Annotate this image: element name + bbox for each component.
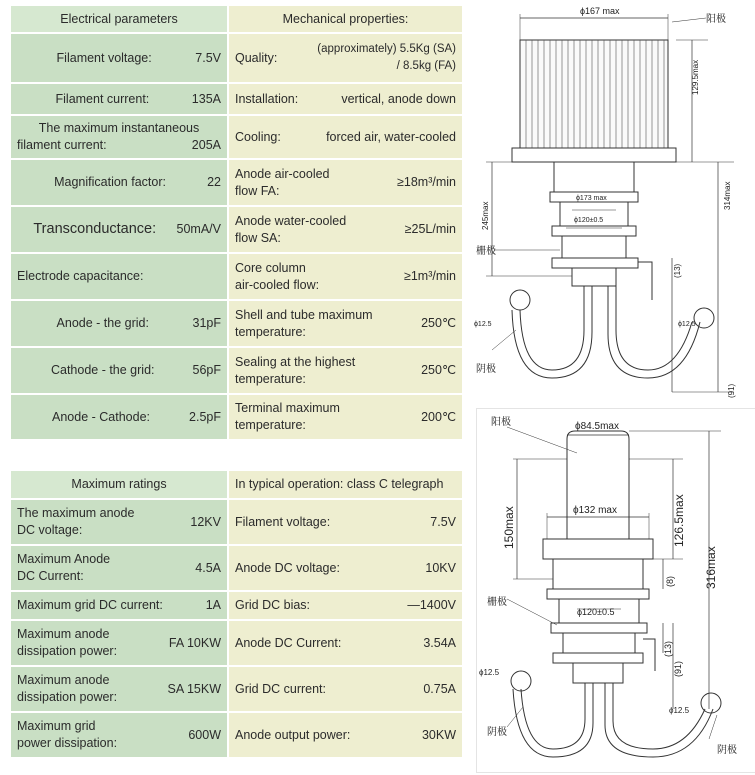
param-label-2: temperature: (235, 324, 306, 339)
param-label-2: DC Current: (17, 569, 84, 583)
param-label-2: flow SA: (235, 230, 281, 245)
param-value: 0.75A (423, 681, 456, 696)
ratings-operation-table (11, 471, 462, 759)
param-label: Electrode capacitance: (17, 269, 144, 283)
dim-8: (8) (665, 576, 675, 587)
param-value: ≥18m³/min (397, 175, 456, 189)
dim-diameter-2: ϕ120±0.5 (574, 217, 604, 224)
dim-91: (91) (727, 383, 736, 398)
grid-label: 栅极 (487, 597, 507, 608)
dim-diameter-2: ϕ120±0.5 (577, 607, 615, 617)
param-value: 7.5V (195, 50, 221, 65)
param-label: Maximum Anode (17, 552, 111, 566)
param-value: 30KW (421, 727, 456, 742)
pin-diameter-left: ϕ12.5 (479, 668, 500, 677)
cathode-terminal-left (510, 290, 530, 310)
param-value: 135A (191, 91, 221, 106)
electrical-parameters-header: Electrical parameters (11, 6, 228, 33)
param-label: Filament current: (55, 91, 150, 106)
param-label-2: temperature: (235, 371, 306, 386)
cathode-terminal-left (511, 671, 531, 691)
param-label: Quality: (235, 50, 278, 65)
tube-drawing-fa-svg (472, 0, 755, 400)
param-label: Magnification factor: (54, 175, 166, 189)
param-label-2: filament current: (17, 138, 107, 152)
anode-flange (512, 148, 676, 162)
dim-height-2: 150max (502, 506, 516, 549)
cathode-terminal-right (701, 693, 721, 713)
param-value: 250℃ (421, 363, 456, 377)
param-label: Installation: (235, 91, 299, 106)
param-label: Sealing at the highest (235, 354, 356, 369)
dim-diameter-1: ϕ173 max (576, 195, 607, 202)
param-label: Maximum grid (17, 719, 96, 733)
param-value: FA 10KW (168, 635, 221, 650)
param-label: Maximum grid DC current: (17, 598, 163, 612)
param-value: 2.5pF (189, 409, 221, 424)
param-value: 4.5A (195, 560, 221, 575)
cathode-terminal-right (694, 308, 714, 328)
param-label-2: dissipation power: (17, 690, 118, 704)
param-label: Anode - Cathode: (52, 409, 151, 424)
param-value: —1400V (407, 598, 456, 612)
param-value: 10KV (425, 560, 456, 575)
param-label-2: DC voltage: (17, 523, 83, 537)
cathode-label: 阴极 (476, 364, 496, 375)
dim-13: (13) (673, 263, 682, 278)
param-label: Anode water-cooled (235, 213, 347, 228)
dim-height-1: 126.5max (672, 494, 686, 547)
param-value: SA 15KW (167, 681, 221, 696)
param-value: 3.54A (423, 635, 456, 650)
anode-label: 阳极 (706, 14, 726, 25)
param-label-2: air-cooled flow: (235, 277, 320, 292)
cathode-label: 阴极 (487, 727, 507, 738)
param-label-2: dissipation power: (17, 644, 118, 658)
dim-height-3: 316max (704, 546, 718, 589)
param-value: ≥25L/min (404, 222, 456, 236)
param-value: ≥1m³/min (403, 269, 456, 283)
param-value: 56pF (192, 363, 221, 377)
param-value: 1A (205, 598, 221, 612)
param-value: 12KV (190, 514, 221, 529)
maximum-ratings-header: Maximum ratings (11, 471, 228, 499)
param-value: 205A (191, 138, 221, 152)
param-label: Filament voltage: (56, 50, 152, 65)
param-value: 250℃ (421, 316, 456, 330)
dim-height-1: 129.5max (691, 59, 700, 95)
param-value: 31pF (192, 316, 221, 330)
dim-height-2: 245max (481, 201, 490, 230)
tube-drawing-sa (476, 408, 755, 773)
param-value: (approximately) 5.5Kg (SA) (317, 43, 456, 55)
tube-body (554, 162, 634, 192)
anode-flange (543, 539, 653, 559)
tube-body (553, 559, 643, 589)
dim-top-diameter: ϕ167 max (580, 6, 620, 16)
cathode-label-right: 阴极 (717, 745, 737, 756)
param-label-2: power dissipation: (17, 736, 118, 750)
tube-drawing-fa (472, 0, 755, 400)
param-label: Anode DC voltage: (235, 560, 340, 575)
param-value: 7.5V (430, 514, 456, 529)
param-label: Anode - the grid: (56, 316, 149, 330)
param-label: Cooling: (235, 129, 281, 144)
typical-operation-header: In typical operation: class C telegraph (228, 471, 462, 499)
param-label: Shell and tube maximum (235, 307, 373, 322)
grid-label: 栅极 (476, 246, 496, 257)
param-label: Anode DC Current: (235, 635, 342, 650)
dim-top-diameter: ϕ84.5max (575, 421, 619, 432)
param-label: Maximum anode (17, 627, 110, 641)
pin-diameter-right: ϕ12.5 (669, 706, 690, 715)
param-label: Anode air-cooled (235, 166, 330, 181)
param-label: The maximum instantaneous (38, 121, 200, 135)
param-value: vertical, anode down (341, 91, 456, 106)
electrical-mechanical-table (11, 6, 462, 441)
param-label: Transconductance: (33, 221, 157, 237)
param-value: 50mA/V (176, 222, 221, 236)
param-value: 22 (207, 175, 221, 189)
tube-drawing-sa-svg (477, 409, 754, 770)
param-value: forced air, water-cooled (326, 129, 456, 144)
param-value-2: / 8.5kg (FA) (396, 60, 456, 72)
dim-91: (91) (673, 660, 683, 677)
dim-13: (13) (663, 640, 673, 657)
param-value: 200℃ (421, 409, 456, 424)
param-label: Grid DC bias: (235, 598, 311, 612)
dim-height-3: 314max (723, 181, 732, 210)
anode-label: 阳极 (491, 417, 511, 428)
param-label: Terminal maximum (235, 401, 340, 415)
param-value: 600W (188, 727, 221, 742)
param-label: Core column (235, 260, 306, 275)
param-label-2: temperature: (235, 418, 306, 432)
param-label: Anode output power: (235, 727, 351, 742)
param-label: Grid DC current: (235, 681, 326, 696)
pin-diameter-left: ϕ12.5 (474, 321, 492, 328)
param-label: Filament voltage: (235, 514, 331, 529)
param-label: Maximum anode (17, 673, 110, 687)
pin-diameter-right: ϕ12.5 (678, 321, 696, 328)
mechanical-properties-header: Mechanical properties: (228, 6, 462, 33)
dim-diameter-1: ϕ132 max (573, 505, 617, 516)
water-jacket (567, 431, 629, 539)
param-label: The maximum anode (17, 506, 135, 520)
param-label-2: flow FA: (235, 183, 280, 198)
param-label: Cathode - the grid: (50, 363, 155, 377)
